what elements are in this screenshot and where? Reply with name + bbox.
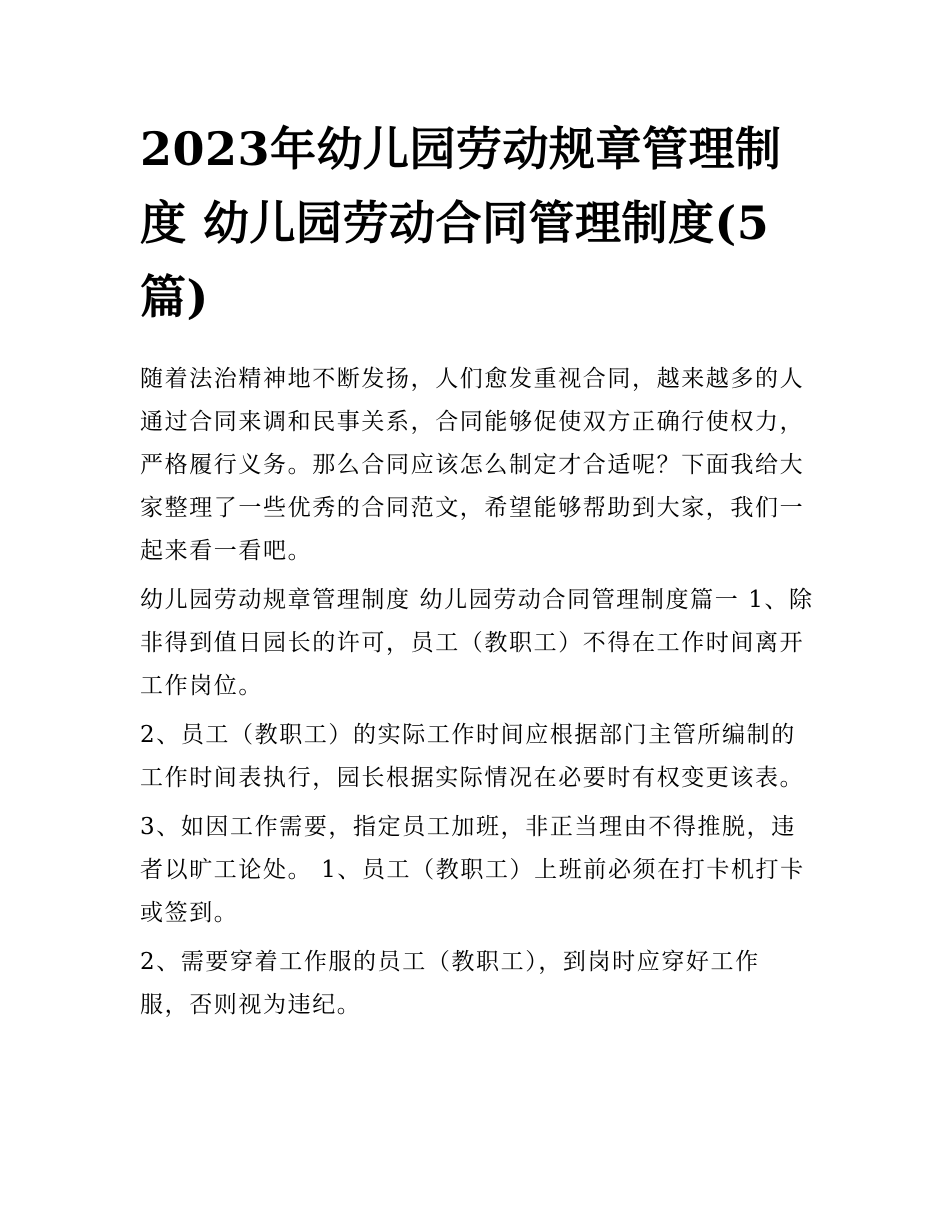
rule-paragraph: 2、员工（教职工）的实际工作时间应根据部门主管所编制的工作时间表执行，园长根据实际情况在必要时有权变更该表。 — [140, 722, 805, 791]
rule-paragraph: 3、如因工作需要，指定员工加班，非正当理由不得推脱，违者以旷工论处。 1、员工（教职工）上班前必须在打卡机打卡或签到。 — [140, 814, 805, 926]
document-body — [140, 358, 815, 1033]
section-one-paragraph: 幼儿园劳动规章管理制度 幼儿园劳动合同管理制度篇一 1、除非得到值日园长的许可，员工（教职工）不得在工作时间离开工作岗位。 — [140, 587, 814, 699]
document-title: 2023年幼儿园劳动规章管理制度 幼儿园劳动合同管理制度(5篇) — [140, 122, 782, 324]
rule-paragraph: 2、需要穿着工作服的员工（教职工），到岗时应穿好工作服，否则视为违纪。 — [140, 949, 760, 1018]
intro-paragraph: 随着法治精神地不断发扬，人们愈发重视合同，越来越多的人通过合同来调和民事关系，合同能够促使双方正确行使权力，严格履行义务。那么合同应该怎么制定才合适呢？下面我给大家整理了一些优秀的合同范文，希望能够帮助到大家，我们一起来看一看吧。 — [140, 366, 805, 564]
